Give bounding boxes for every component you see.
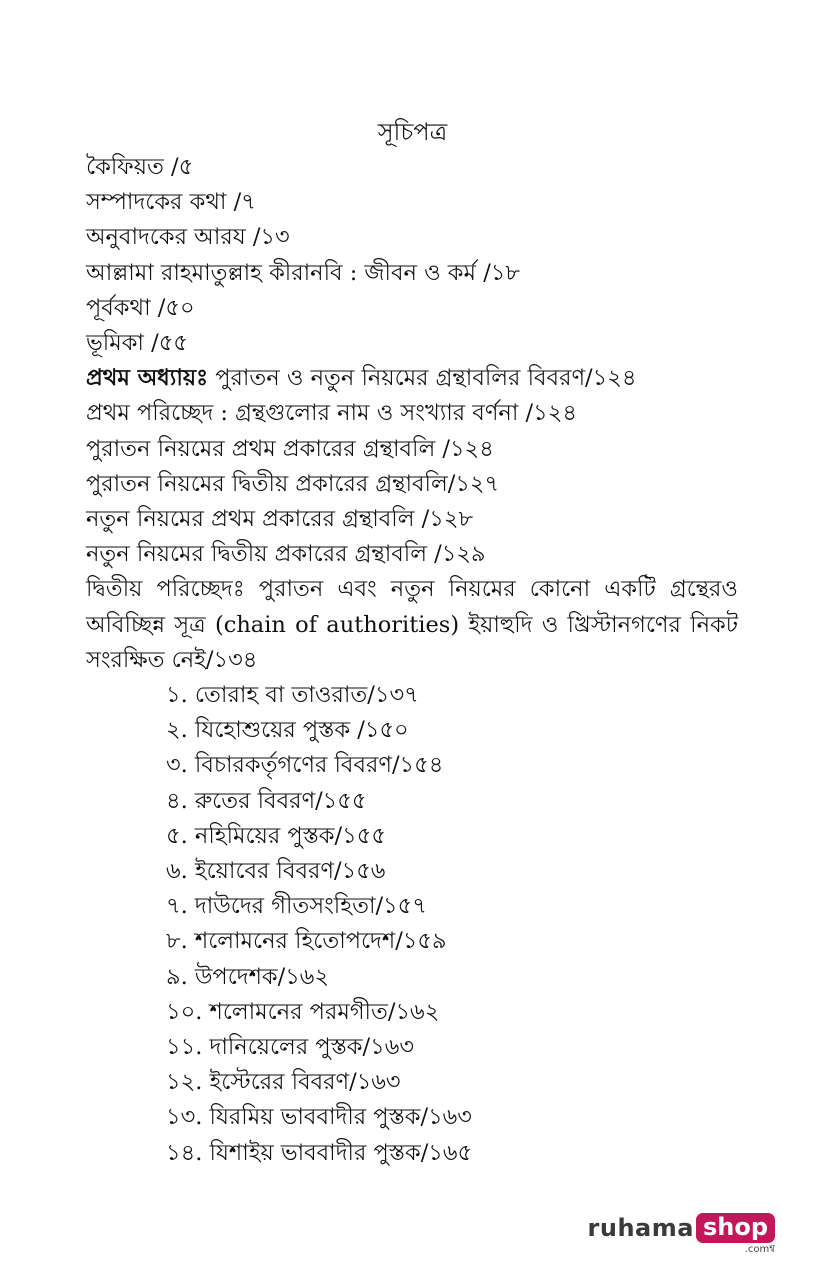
ruhamashop-logo bbox=[588, 1213, 775, 1256]
table-of-contents bbox=[86, 150, 738, 1171]
logo-text-shop: shop bbox=[696, 1213, 775, 1243]
toc-entry-nt-first-type: নতুন নিয়মের প্রথম প্রকারের গ্রন্থাবলি /১২৮ bbox=[86, 506, 474, 533]
toc-sub-entry: ১৪. যিশাইয় ভাববাদীর পুস্তক/১৬৫ bbox=[166, 1139, 473, 1166]
toc-sub-entry: ৭. দাউদের গীতসংহিতা/১৫৭ bbox=[166, 893, 427, 920]
toc-entry-introduction: ভূমিকা /৫৫ bbox=[86, 330, 188, 357]
toc-sub-entry: ২. যিহোশুয়ের পুস্তক /১৫০ bbox=[166, 717, 409, 744]
toc-sub-entry: ১০. শলোমনের পরমগীত/১৬২ bbox=[166, 998, 440, 1025]
toc-title: সূচিপত্র bbox=[377, 118, 448, 146]
toc-entry-section-two: দ্বিতীয় পরিচ্ছেদঃ পুরাতন এবং নতুন নিয়মের কোনো একটি গ্রন্থেরও অবিচ্ছিন্ন সূত্র (chain of authorities) ইয়াহুদি ও খ্রিস্টানগণের নিকট সংরক্ষিত নেই/১৩৪ bbox=[86, 576, 738, 673]
toc-sub-entry: ১৩. যিরমিয় ভাববাদীর পুস্তক/১৬৩ bbox=[166, 1104, 472, 1131]
toc-sub-entry: ১১. দানিয়েলের পুস্তক/১৬৩ bbox=[166, 1034, 414, 1061]
logo-text-ruhama: ruhama bbox=[587, 1214, 694, 1242]
toc-entry-author-biography: আল্লামা রাহমাতুল্লাহ কীরানবি : জীবন ও কর্ম /১৮ bbox=[86, 259, 520, 286]
toc-sub-entry: ৬. ইয়োবের বিবরণ/১৫৬ bbox=[166, 858, 386, 885]
toc-entry-kaifiyat: কৈফিয়ত /৫ bbox=[86, 154, 194, 180]
toc-sub-entry: ৮. শলোমনের হিতোপদেশ/১৫৯ bbox=[166, 928, 447, 955]
toc-sub-entry: ৫. নহিমিয়ের পুস্তক/১৫৫ bbox=[166, 822, 386, 849]
chapter-title: পুরাতন ও নতুন নিয়মের গ্রন্থাবলির বিবরণ/১২৪ bbox=[208, 365, 637, 392]
toc-entry-nt-second-type: নতুন নিয়মের দ্বিতীয় প্রকারের গ্রন্থাবলি /১২৯ bbox=[86, 541, 486, 568]
toc-entry-ot-first-type: পুরাতন নিয়মের প্রথম প্রকারের গ্রন্থাবলি /১২৪ bbox=[86, 435, 494, 462]
toc-sub-entry: ৪. রুতের বিবরণ/১৫৫ bbox=[166, 787, 367, 814]
toc-sub-entry: ৩. বিচারকর্তৃগণের বিবরণ/১৫৪ bbox=[166, 752, 444, 779]
toc-entry-ot-second-type: পুরাতন নিয়মের দ্বিতীয় প্রকারের গ্রন্থাবলি/১২৭ bbox=[86, 470, 500, 497]
toc-entry-preface: পূর্বকথা /৫০ bbox=[86, 294, 195, 321]
chapter-heading: প্রথম অধ্যায়ঃ bbox=[86, 365, 209, 392]
toc-sub-entry: ৯. উপদেশক/১৬২ bbox=[166, 963, 330, 990]
toc-entry-chapter-one bbox=[86, 361, 738, 396]
toc-entry-editor-note: সম্পাদকের কথা /৭ bbox=[86, 189, 256, 216]
toc-sub-entry: ১. তোরাহ বা তাওরাত/১৩৭ bbox=[166, 682, 419, 709]
logo-domain: .comশ্ব bbox=[744, 1244, 775, 1255]
toc-sub-entry: ১২. ইস্টেরের বিবরণ/১৬৩ bbox=[166, 1069, 401, 1096]
toc-entry-section-one: প্রথম পরিচ্ছেদ : গ্রন্থগুলোর নাম ও সংখ্যার বর্ণনা /১২৪ bbox=[86, 400, 577, 427]
toc-entry-translator-note: অনুবাদকের আরয /১৩ bbox=[86, 224, 290, 251]
